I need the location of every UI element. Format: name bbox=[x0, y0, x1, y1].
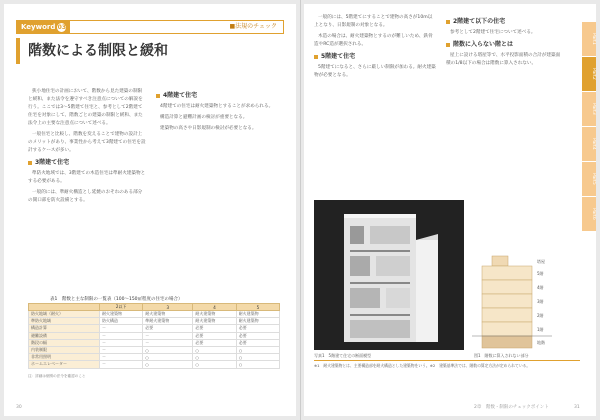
paragraph-5f: 5階建てになると、さらに厳しい制限が加わる。耐火建築物が必要となる。 bbox=[314, 65, 436, 78]
table-header-cell bbox=[29, 304, 100, 311]
side-tab[interactable]: Part6 bbox=[582, 197, 596, 232]
table-row bbox=[29, 354, 280, 361]
table-row bbox=[29, 325, 280, 332]
table-caption: 表1 階数と主な制限の一覧表（100～150㎡程度の住宅の場合） bbox=[50, 297, 183, 302]
diagram-caption: 図1 階数に算入されない部分 bbox=[474, 353, 529, 358]
table-cell: ○ bbox=[143, 346, 193, 353]
table-row-header: ホームエレベーター bbox=[29, 361, 100, 368]
table-header-cell: 3 bbox=[143, 304, 193, 311]
table-cell: 耐火建築物 bbox=[193, 318, 236, 325]
table-cell: ○ bbox=[193, 354, 236, 361]
side-tab[interactable]: Part4 bbox=[582, 127, 596, 162]
subheading-under2: 2階建て以下の住宅 bbox=[446, 18, 564, 26]
table-row bbox=[29, 332, 280, 339]
running-head: 2章 階数・制限のチェックポイント bbox=[474, 405, 549, 410]
table-cell: ○ bbox=[143, 354, 193, 361]
right-paragraph-1: 一般的には、5階建てにすることで建物の高さが10m以上となり、日影規制の対象となる。 bbox=[314, 15, 433, 28]
left-page bbox=[4, 4, 296, 416]
table-row bbox=[29, 346, 280, 353]
page-number-left: 30 bbox=[16, 405, 22, 410]
right-column-1 bbox=[314, 14, 436, 83]
table-row-header: 避難設備 bbox=[29, 332, 100, 339]
table-row-header: 非常用照明 bbox=[29, 354, 100, 361]
right-column-2 bbox=[446, 14, 564, 71]
table-row-header: 防火地域（耐火） bbox=[29, 311, 100, 318]
table-row bbox=[29, 318, 280, 325]
table-cell: 耐火建築物 bbox=[236, 311, 279, 318]
table-cell: 耐火建築物 bbox=[99, 311, 142, 318]
table-cell: 必要 bbox=[193, 339, 236, 346]
table-cell: － bbox=[143, 339, 193, 346]
table-cell: 耐火建築物 bbox=[143, 311, 193, 318]
paragraph-4f-1: 4階建ての住宅は耐火建築物とすることが求められる。 bbox=[160, 104, 274, 109]
subheading-3f: 3階建て住宅 bbox=[28, 159, 146, 167]
intro-paragraph-2: 一般住宅と比較し、階数を変えることで建物の設計上のメリットがあり、事業性から考えて3階建ての住宅を設計するケースが多い。 bbox=[28, 132, 146, 153]
table-row bbox=[29, 339, 280, 346]
table-cell: 準耐火建築物 bbox=[143, 318, 193, 325]
diagram-label: 2階 bbox=[537, 313, 544, 318]
photo-caption: 写真1 5階建て住宅の断面模型 bbox=[314, 353, 372, 358]
table-cell: － bbox=[99, 361, 142, 368]
table-header-cell: 2以下 bbox=[99, 304, 142, 311]
diagram-label: 5階 bbox=[537, 271, 544, 276]
page-title: 階数による制限と緩和 bbox=[16, 38, 282, 64]
side-tab[interactable]: Part3 bbox=[582, 92, 596, 127]
table-cell: 耐火建築物 bbox=[193, 311, 236, 318]
model-photo bbox=[314, 200, 464, 350]
table-header-cell: 4 bbox=[193, 304, 236, 311]
table-row-header: 準防火地域 bbox=[29, 318, 100, 325]
floor-diagram bbox=[462, 250, 562, 354]
right-page bbox=[304, 4, 596, 416]
subheading-4f: 4階建て住宅 bbox=[156, 92, 280, 100]
table-cell: 必要 bbox=[236, 325, 279, 332]
subheading-5f: 5階建て住宅 bbox=[314, 53, 436, 61]
diagram-label: 地階 bbox=[537, 340, 545, 345]
table-row bbox=[29, 311, 280, 318]
table-cell: ○ bbox=[193, 361, 236, 368]
side-tab-active[interactable]: Part2 bbox=[582, 57, 596, 92]
footnotes: ※1 耐火建築物とは、主要構造部を耐火構造とした建築物をいう。※2 建築基準法では、階数の算定方法が定められている。 bbox=[314, 360, 580, 368]
limits-table bbox=[28, 303, 280, 369]
left-column-1 bbox=[28, 88, 146, 208]
table-cell: － bbox=[99, 339, 142, 346]
table-cell: － bbox=[99, 346, 142, 353]
side-tab[interactable]: Part5 bbox=[582, 162, 596, 197]
table-cell: 必要 bbox=[193, 332, 236, 339]
paragraph-3f-2: 一般的には、準耐火構造とし延焼のおそれのある部分の開口部を防火設備とする。 bbox=[28, 190, 143, 203]
table-cell: 耐火建築物 bbox=[236, 318, 279, 325]
side-tab[interactable]: Part1 bbox=[582, 22, 596, 57]
table-cell: 防火構造 bbox=[99, 318, 142, 325]
left-column-2 bbox=[156, 88, 280, 136]
category-label: ■法規のチェック bbox=[229, 23, 277, 30]
diagram-label: 塔屋 bbox=[537, 259, 545, 264]
intro-paragraph: 狭小地住宅の計画において、階数から見た建築の制限と緩和、また法令を遵守すべき注意点についての解説を行う。ここでは3～5階建て住宅と、参考として2階建て住宅を対象にして、階数ごとの建築の制限と緩和、また法令上の主要な注意点について述べる。 bbox=[28, 89, 143, 126]
table-cell: － bbox=[99, 325, 142, 332]
paragraph-not-counted: 屋上に設ける塔屋等で、水平投影面積の合計が建築面積の1/8以下の場合は階数に算入されない。 bbox=[446, 53, 561, 66]
keyword-number: 03 bbox=[57, 23, 67, 31]
table-cell: 必要 bbox=[236, 332, 279, 339]
table-row bbox=[29, 361, 280, 368]
table-cell: ○ bbox=[236, 354, 279, 361]
right-paragraph-2: 木造の場合は、耐火建築物とするのが難しいため、鉄骨造やRC造が選択される。 bbox=[314, 34, 433, 47]
building-model-photo bbox=[314, 200, 464, 350]
table-cell: ○ bbox=[143, 361, 193, 368]
diagram-label: 4階 bbox=[537, 285, 544, 290]
keyword-label: Keyword bbox=[21, 23, 56, 31]
table-cell: － bbox=[99, 332, 142, 339]
side-tabs bbox=[582, 22, 596, 232]
keyword-bar bbox=[16, 20, 284, 34]
table-row-header: 内装制限 bbox=[29, 346, 100, 353]
table-header-cell: 5 bbox=[236, 304, 279, 311]
diagram-label: 3階 bbox=[537, 299, 544, 304]
table-cell: ○ bbox=[236, 361, 279, 368]
paragraph-under2: 参考として2階建て住宅について述べる。 bbox=[450, 30, 536, 35]
gutter bbox=[300, 0, 301, 420]
keyword-tag bbox=[17, 21, 70, 33]
table-cell: 必要 bbox=[143, 325, 193, 332]
table-cell: 必要 bbox=[236, 339, 279, 346]
table-row-header: 構造計算 bbox=[29, 325, 100, 332]
table-cell: ○ bbox=[193, 346, 236, 353]
paragraph-4f-3: 建築物の高さや日影規制の検討が必要となる。 bbox=[160, 126, 257, 131]
table-cell: 必要 bbox=[193, 325, 236, 332]
table-cell: － bbox=[143, 332, 193, 339]
page-number-right: 31 bbox=[574, 405, 580, 410]
subheading-not-counted: 階数に入らない階とは bbox=[446, 41, 564, 49]
table-cell: － bbox=[99, 354, 142, 361]
table-cell: ○ bbox=[236, 346, 279, 353]
paragraph-3f-1: 準防火地域では、3階建ての木造住宅は準耐火建築物とする必要がある。 bbox=[28, 171, 146, 184]
paragraph-4f-2: 構造計算と避難計画の検討が重要となる。 bbox=[160, 115, 248, 120]
table-note: 注：詳細は個別の法令を確認のこと bbox=[28, 374, 86, 378]
table-row-header: 階段の幅 bbox=[29, 339, 100, 346]
diagram-label: 1階 bbox=[537, 327, 544, 332]
